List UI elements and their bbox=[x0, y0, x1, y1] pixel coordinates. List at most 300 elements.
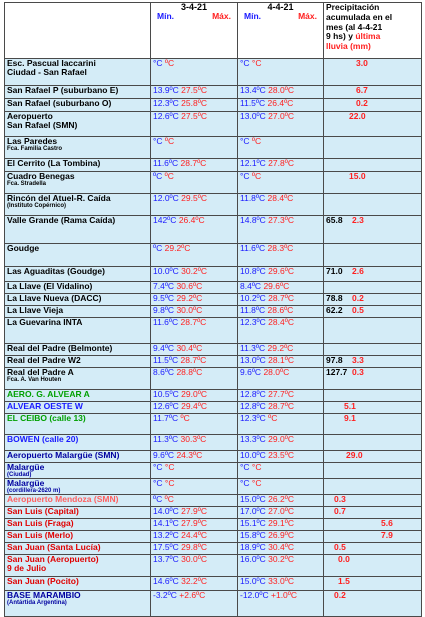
max-temp-day1: 29.2ºC bbox=[176, 293, 203, 303]
day1-temps bbox=[151, 577, 238, 591]
station-cell bbox=[5, 86, 151, 99]
station-row bbox=[5, 435, 422, 451]
max-label: Máx. bbox=[212, 11, 231, 22]
station-name: El Cerrito (La Tombina) bbox=[7, 158, 101, 168]
max-temp-day2: 30.2ºC bbox=[268, 554, 294, 565]
precip-value: 0.2 bbox=[334, 590, 346, 601]
day2-temps bbox=[238, 194, 324, 216]
precip-cell bbox=[324, 495, 422, 507]
station-subtitle: Fca. Familia Castro bbox=[7, 145, 63, 152]
max-temp-day1: 30.0ºC bbox=[181, 554, 207, 565]
min-temp-day2: °C bbox=[240, 58, 250, 68]
max-temp-day2: 28.7ºC bbox=[268, 401, 294, 411]
max-temp-day2: 26.4ºC bbox=[267, 98, 294, 108]
max-temp-day1: 30.2ºC bbox=[181, 266, 207, 276]
max-temp-day1: 30.4ºC bbox=[176, 343, 203, 353]
station-cell bbox=[5, 216, 151, 244]
max-temp-day2: 27.8ºC bbox=[268, 158, 294, 168]
precip-red-1: última bbox=[355, 31, 381, 42]
min-temp-day1: 13.7ºC bbox=[153, 554, 179, 565]
min-temp-day1: 10.0ºC bbox=[153, 266, 179, 276]
station-row bbox=[5, 402, 422, 414]
precip-cell bbox=[324, 344, 422, 356]
station-row bbox=[5, 463, 422, 479]
max-temp-day1: 27.9ºC bbox=[181, 506, 207, 517]
max-temp-day1: ºC bbox=[164, 58, 175, 68]
station-name: La Llave Vieja bbox=[7, 305, 64, 315]
day2-temps bbox=[238, 591, 324, 617]
station-cell bbox=[5, 451, 151, 463]
station-name: AERO. G. ALVEAR A bbox=[7, 389, 90, 399]
station-name: Real del Padre W2 bbox=[7, 355, 81, 365]
header-precip bbox=[324, 3, 422, 59]
day2-temps bbox=[238, 282, 324, 294]
station-name: Cuadro Benegas bbox=[7, 171, 75, 181]
day2-temps bbox=[238, 112, 324, 137]
precip-value: 0.5 bbox=[334, 542, 346, 553]
max-temp-day1: 29.2ºC bbox=[164, 243, 191, 253]
station-row bbox=[5, 479, 422, 495]
min-temp-day1: 13.9ºC bbox=[153, 85, 179, 95]
min-temp-day1: ºC bbox=[153, 171, 163, 181]
precip-cell bbox=[324, 414, 422, 435]
precip-value: 0.2 bbox=[356, 98, 368, 108]
min-temp-day1: 14.1ºC bbox=[153, 518, 179, 529]
precip-value bbox=[326, 194, 346, 204]
min-temp-day1: 11.3ºC bbox=[153, 434, 179, 444]
max-temp-day2: 28.0ºC bbox=[263, 367, 290, 377]
station-row bbox=[5, 244, 422, 267]
max-temp-day1: 26.4ºC bbox=[178, 215, 205, 225]
day2-temps bbox=[238, 435, 324, 451]
station-row bbox=[5, 59, 422, 86]
station-name: Aeropuerto bbox=[7, 111, 53, 121]
precip-cell bbox=[324, 402, 422, 414]
precip-line: 9 hs) y bbox=[326, 31, 353, 42]
day1-temps bbox=[151, 59, 238, 86]
min-temp-day2: 10.2ºC bbox=[240, 293, 266, 303]
max-temp-day2: 33.0ºC bbox=[268, 576, 294, 587]
min-temp-day2: 13.0ºC bbox=[240, 111, 266, 121]
max-temp-day1: 29.0ºC bbox=[181, 389, 207, 399]
min-temp-day1: °C bbox=[153, 462, 163, 472]
max-temp-day1: 30.3ºC bbox=[180, 434, 207, 444]
precip-value: 5.1 bbox=[344, 401, 356, 411]
station-name: Las Aguaditas (Goudge) bbox=[7, 266, 105, 276]
day2-temps bbox=[238, 555, 324, 577]
max-temp-day1: +2.6ºC bbox=[179, 590, 206, 601]
precip-cell bbox=[324, 318, 422, 344]
max-temp-day2: 28.0ºC bbox=[268, 85, 294, 95]
min-temp-day2: 13.4ºC bbox=[240, 85, 266, 95]
min-temp-day1: 11.5ºC bbox=[153, 355, 179, 365]
min-temp-day1: 142ºC bbox=[153, 215, 177, 225]
min-temp-day2: °C bbox=[240, 171, 250, 181]
min-temp-day1: 12.3ºC bbox=[153, 98, 179, 108]
min-temp-day2: 15.0ºC bbox=[240, 576, 266, 587]
station-row bbox=[5, 216, 422, 244]
precip-value bbox=[326, 344, 346, 354]
station-cell bbox=[5, 159, 151, 172]
station-cell bbox=[5, 194, 151, 216]
station-cell bbox=[5, 507, 151, 519]
station-subtitle: Fca. A. Van Houten bbox=[7, 376, 62, 383]
min-temp-day2: 9.6ºC bbox=[240, 367, 262, 377]
station-row bbox=[5, 519, 422, 531]
station-cell bbox=[5, 402, 151, 414]
precip-value bbox=[326, 137, 346, 147]
max-temp-day1: ºC bbox=[164, 494, 174, 505]
precip-line: mes (al 4-4-21 bbox=[326, 21, 383, 32]
station-row bbox=[5, 531, 422, 543]
station-name: EL CEIBO (calle 13) bbox=[7, 413, 86, 423]
station-cell bbox=[5, 463, 151, 479]
min-temp-day1: -3.2ºC bbox=[153, 590, 177, 601]
precip-last: 0.2 bbox=[352, 293, 364, 303]
station-row bbox=[5, 495, 422, 507]
max-temp-day2: 28.1ºC bbox=[268, 355, 294, 365]
min-temp-day1: 9.8ºC bbox=[153, 305, 175, 315]
station-cell bbox=[5, 555, 151, 577]
max-temp-day2: 27.0ºC bbox=[268, 506, 294, 517]
station-name: San Juan (Aeropuerto) bbox=[7, 554, 99, 565]
precip-value: 0.7 bbox=[334, 506, 346, 517]
station-row bbox=[5, 86, 422, 99]
station-subtitle: Fca. Stradella bbox=[7, 180, 47, 187]
day1-temps bbox=[151, 368, 238, 390]
min-temp-day1: 12.6ºC bbox=[153, 401, 179, 411]
day1-temps bbox=[151, 216, 238, 244]
station-cell bbox=[5, 435, 151, 451]
precip-cell bbox=[324, 451, 422, 463]
min-temp-day1: 12.0ºC bbox=[153, 193, 179, 203]
station-cell bbox=[5, 172, 151, 194]
precip-cell bbox=[324, 137, 422, 159]
precip-value: 6.7 bbox=[356, 85, 368, 95]
station-row bbox=[5, 294, 422, 306]
station-name-line2: Ciudad - San Rafael bbox=[7, 66, 87, 77]
min-temp-day1: 7.4ºC bbox=[153, 281, 175, 291]
max-temp-day2: 26.9ºC bbox=[268, 530, 294, 541]
min-temp-day2: -12.0ºC bbox=[240, 590, 269, 601]
day1-temps bbox=[151, 435, 238, 451]
max-temp-day2: ºC bbox=[251, 171, 262, 181]
day2-temps bbox=[238, 451, 324, 463]
min-temp-day2: 10.0ºC bbox=[240, 450, 266, 460]
max-temp-day1: 28.7ºC bbox=[180, 158, 207, 168]
precip-accumulated: 127.7 bbox=[326, 367, 348, 377]
station-cell bbox=[5, 591, 151, 617]
max-temp-day2: °C bbox=[251, 478, 262, 489]
precip-cell bbox=[324, 463, 422, 479]
min-temp-day1: 12.6ºC bbox=[153, 111, 179, 121]
station-name: Aeropuerto Malargüe (SMN) bbox=[7, 450, 120, 460]
min-temp-day2: 15.0ºC bbox=[240, 494, 266, 505]
max-temp-day1: °C bbox=[164, 462, 175, 472]
precip-value: 1.5 bbox=[338, 576, 350, 587]
precip-value bbox=[326, 318, 346, 328]
min-temp-day2: 12.1ºC bbox=[240, 158, 266, 168]
precip-line: Precipitación bbox=[326, 2, 380, 12]
min-temp-day2: °C bbox=[240, 136, 250, 146]
station-name: San Juan (Santa Lucía) bbox=[7, 542, 101, 553]
precip-accumulated: 97.8 bbox=[326, 355, 343, 365]
weather-table bbox=[4, 2, 422, 617]
max-temp-day1: 28.8ºC bbox=[176, 367, 203, 377]
min-temp-day1: 9.6ºC bbox=[153, 450, 175, 460]
station-row bbox=[5, 543, 422, 555]
precip-cell bbox=[324, 435, 422, 451]
day1-temps bbox=[151, 244, 238, 267]
precip-cell bbox=[324, 194, 422, 216]
min-temp-day2: 17.0ºC bbox=[240, 506, 266, 517]
station-cell bbox=[5, 356, 151, 368]
min-temp-day2: 12.3ºC bbox=[240, 317, 266, 327]
station-name-line2: 9 de Julio bbox=[7, 563, 47, 574]
station-row bbox=[5, 137, 422, 159]
station-row bbox=[5, 451, 422, 463]
precip-last: 2.3 bbox=[352, 215, 364, 225]
max-temp-day2: 28.4ºC bbox=[268, 317, 294, 327]
day2-temps bbox=[238, 244, 324, 267]
station-cell bbox=[5, 306, 151, 318]
max-temp-day2: 29.0ºC bbox=[268, 434, 294, 444]
station-subtitle: (Instituto Copérnico) bbox=[7, 202, 66, 209]
day2-temps bbox=[238, 507, 324, 519]
precip-value bbox=[326, 390, 346, 400]
min-temp-day1: 9.5ºC bbox=[153, 293, 175, 303]
day2-temps bbox=[238, 159, 324, 172]
day2-temps bbox=[238, 318, 324, 344]
day2-temps bbox=[238, 86, 324, 99]
precip-cell bbox=[324, 479, 422, 495]
station-name: San Juan (Pocito) bbox=[7, 576, 79, 587]
station-row bbox=[5, 112, 422, 137]
day1-temps bbox=[151, 555, 238, 577]
min-temp-day2: 11.5ºC bbox=[240, 98, 266, 108]
max-label: Máx. bbox=[298, 11, 317, 22]
precip-value: 29.0 bbox=[346, 450, 363, 460]
day1-temps bbox=[151, 531, 238, 543]
station-row bbox=[5, 414, 422, 435]
station-name-line2: San Rafael (SMN) bbox=[7, 119, 78, 130]
day2-temps bbox=[238, 368, 324, 390]
min-temp-day1: 10.5ºC bbox=[153, 389, 179, 399]
max-temp-day2: 28.4ºC bbox=[267, 193, 294, 203]
day1-temps bbox=[151, 519, 238, 531]
max-temp-day1: 29.5ºC bbox=[181, 193, 207, 203]
min-temp-day2: 11.3ºC bbox=[240, 343, 266, 353]
min-temp-day1: °C bbox=[153, 58, 163, 68]
day2-temps bbox=[238, 531, 324, 543]
min-temp-day2: 13.0ºC bbox=[240, 355, 266, 365]
precip-line: acumulada en el bbox=[326, 11, 393, 22]
station-cell bbox=[5, 137, 151, 159]
precip-value: 7.9 bbox=[381, 530, 393, 541]
min-temp-day1: 13.2ºC bbox=[153, 530, 179, 541]
precip-cell bbox=[324, 112, 422, 137]
precip-value bbox=[326, 159, 346, 169]
precip-cell bbox=[324, 507, 422, 519]
precip-cell bbox=[324, 267, 422, 282]
min-temp-day2: 12.8ºC bbox=[240, 401, 266, 411]
precip-cell bbox=[324, 216, 422, 244]
day1-temps bbox=[151, 356, 238, 368]
station-cell bbox=[5, 577, 151, 591]
header-day1 bbox=[151, 3, 238, 59]
station-cell bbox=[5, 294, 151, 306]
precip-cell bbox=[324, 591, 422, 617]
precip-accumulated: 65.8 bbox=[326, 215, 343, 225]
precip-red-2: lluvia (mm) bbox=[326, 41, 371, 52]
precip-cell bbox=[324, 531, 422, 543]
day2-temps bbox=[238, 267, 324, 282]
precip-value: 15.0 bbox=[349, 171, 366, 181]
precip-cell bbox=[324, 519, 422, 531]
station-name: Aeropuerto Mendoza (SMN) bbox=[7, 494, 119, 505]
station-cell bbox=[5, 99, 151, 112]
precip-cell bbox=[324, 86, 422, 99]
day2-temps bbox=[238, 344, 324, 356]
min-temp-day1: °C bbox=[153, 136, 163, 146]
day2-temps bbox=[238, 414, 324, 435]
day1-temps bbox=[151, 479, 238, 495]
day1-temps bbox=[151, 267, 238, 282]
day1-temps bbox=[151, 306, 238, 318]
day2-temps bbox=[238, 519, 324, 531]
precip-cell bbox=[324, 577, 422, 591]
precip-value bbox=[326, 463, 346, 473]
min-temp-day2: °C bbox=[240, 462, 250, 472]
precip-cell bbox=[324, 390, 422, 402]
max-temp-day2: 29.6ºC bbox=[263, 281, 290, 291]
min-temp-day1: 17.5ºC bbox=[153, 542, 179, 553]
day2-temps bbox=[238, 99, 324, 112]
min-label: Mín. bbox=[157, 11, 174, 22]
station-name: BOWEN (calle 20) bbox=[7, 434, 79, 444]
station-row bbox=[5, 368, 422, 390]
day1-temps bbox=[151, 344, 238, 356]
station-cell bbox=[5, 414, 151, 435]
max-temp-day1: 29.8ºC bbox=[181, 542, 207, 553]
max-temp-day2: 27.3ºC bbox=[268, 215, 294, 225]
min-temp-day1: ºC bbox=[153, 494, 163, 505]
station-row bbox=[5, 390, 422, 402]
max-temp-day1: 27.5ºC bbox=[181, 85, 207, 95]
precip-cell bbox=[324, 555, 422, 577]
station-row bbox=[5, 194, 422, 216]
precip-cell bbox=[324, 172, 422, 194]
max-temp-day2: 29.1ºC bbox=[268, 518, 294, 529]
station-row bbox=[5, 577, 422, 591]
station-row bbox=[5, 282, 422, 294]
station-cell bbox=[5, 282, 151, 294]
header-row bbox=[5, 3, 422, 59]
max-temp-day2: 27.7ºC bbox=[268, 389, 294, 399]
day1-temps bbox=[151, 112, 238, 137]
min-temp-day1: 11.6ºC bbox=[153, 158, 179, 168]
max-temp-day1: ºC bbox=[164, 136, 175, 146]
max-temp-day2: °C bbox=[251, 462, 262, 472]
day1-temps bbox=[151, 402, 238, 414]
precip-last: 0.5 bbox=[352, 305, 364, 315]
station-row bbox=[5, 306, 422, 318]
precip-value: 9.1 bbox=[344, 413, 356, 423]
day2-temps bbox=[238, 495, 324, 507]
station-cell bbox=[5, 519, 151, 531]
day1-temps bbox=[151, 99, 238, 112]
date2-label: 4-4-21 bbox=[267, 2, 294, 12]
day1-temps bbox=[151, 414, 238, 435]
station-row bbox=[5, 172, 422, 194]
station-name: La Llave Nueva (DACC) bbox=[7, 293, 102, 303]
station-name: San Luis (Merlo) bbox=[7, 530, 74, 541]
precip-value: 5.6 bbox=[381, 518, 393, 529]
day1-temps bbox=[151, 294, 238, 306]
precip-cell bbox=[324, 543, 422, 555]
day1-temps bbox=[151, 390, 238, 402]
max-temp-day2: ºC bbox=[251, 136, 262, 146]
max-temp-day2: 26.2ºC bbox=[268, 494, 294, 505]
max-temp-day2: °C bbox=[251, 58, 262, 68]
day2-temps bbox=[238, 543, 324, 555]
day1-temps bbox=[151, 194, 238, 216]
station-cell bbox=[5, 267, 151, 282]
max-temp-day2: 23.5ºC bbox=[268, 450, 294, 460]
station-name: La Guevarina INTA bbox=[7, 317, 83, 327]
station-row bbox=[5, 507, 422, 519]
max-temp-day1: ºC bbox=[164, 171, 174, 181]
station-subtitle: (cordillera-2620 m) bbox=[7, 488, 61, 495]
min-temp-day1: 11.6ºC bbox=[153, 317, 179, 327]
max-temp-day2: +1.0ºC bbox=[271, 590, 298, 601]
max-temp-day2: 28.6ºC bbox=[267, 305, 294, 315]
max-temp-day1: 28.7ºC bbox=[180, 355, 207, 365]
station-cell bbox=[5, 244, 151, 267]
station-name: Las Paredes bbox=[7, 136, 58, 146]
min-temp-day2: 16.0ºC bbox=[240, 554, 266, 565]
day2-temps bbox=[238, 294, 324, 306]
station-name: Rincón del Atuel-R. Caída bbox=[7, 193, 111, 203]
min-temp-day1: °C bbox=[153, 478, 163, 489]
station-row bbox=[5, 555, 422, 577]
max-temp-day2: 28.3ºC bbox=[267, 243, 294, 253]
station-name: San Rafael (suburbano O) bbox=[7, 98, 112, 108]
day1-temps bbox=[151, 137, 238, 159]
station-cell bbox=[5, 112, 151, 137]
station-cell bbox=[5, 318, 151, 344]
max-temp-day1: °C bbox=[164, 478, 175, 489]
station-cell bbox=[5, 479, 151, 495]
station-cell bbox=[5, 495, 151, 507]
min-temp-day1: 8.6ºC bbox=[153, 367, 175, 377]
day1-temps bbox=[151, 543, 238, 555]
max-temp-day1: 30.6ºC bbox=[176, 281, 203, 291]
min-temp-day1: ºC bbox=[153, 243, 163, 253]
max-temp-day1: 24.3ºC bbox=[176, 450, 203, 460]
precip-last: 0.3 bbox=[352, 367, 364, 377]
precip-cell bbox=[324, 282, 422, 294]
max-temp-day2: 29.6ºC bbox=[268, 266, 294, 276]
station-name: San Rafael P (suburbano E) bbox=[7, 85, 119, 95]
day1-temps bbox=[151, 172, 238, 194]
min-temp-day2: 10.8ºC bbox=[240, 266, 266, 276]
day1-temps bbox=[151, 282, 238, 294]
precip-value bbox=[326, 282, 346, 292]
header-day2 bbox=[238, 3, 324, 59]
max-temp-day2: 28.7ºC bbox=[268, 293, 294, 303]
station-row bbox=[5, 318, 422, 344]
